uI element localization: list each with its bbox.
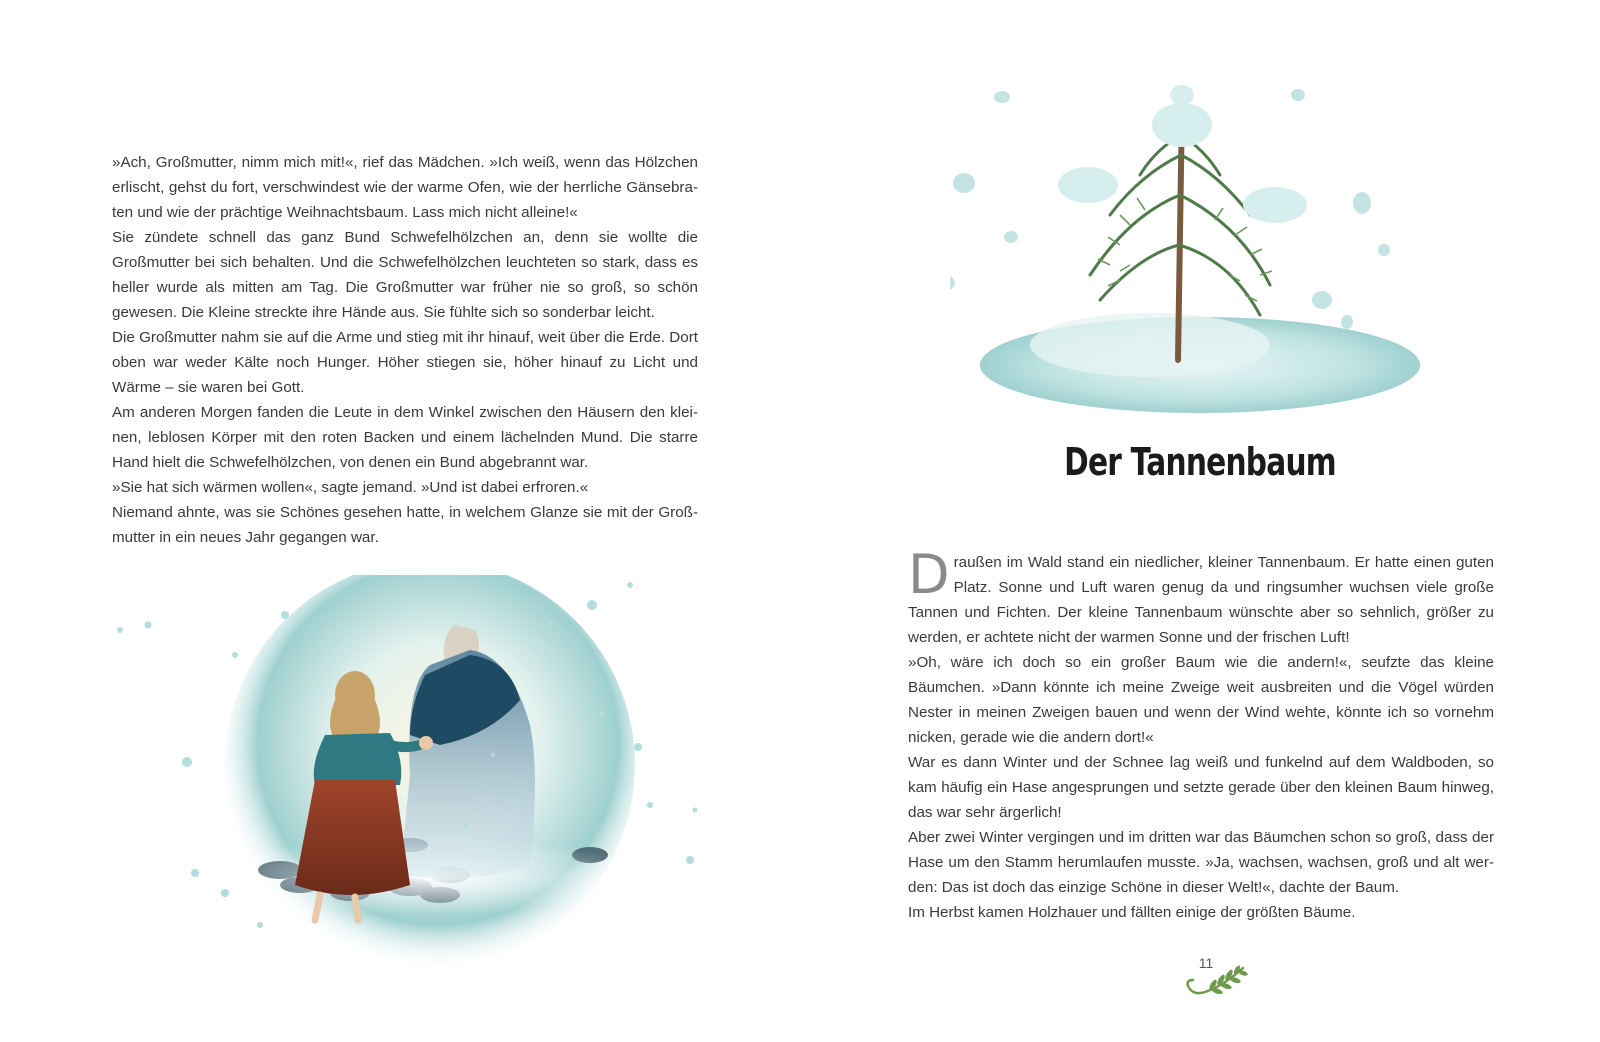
right-page: [800, 0, 1600, 1042]
grandmother-girl-illustration: [110, 575, 720, 985]
first-paragraph: [908, 543, 1494, 650]
paragraph: Am anderen Morgen fanden die Leute in dem Winkel zwischen den Häusern den kleinen, leblosen Körper mit den roten Backen und einem lächelnden Mund. Die starre Hand hielt die Schwefelhölzchen, von denen ein Bund abgebrannt war.: [112, 404, 698, 471]
paragraph: Im Herbst kamen Holzhauer und fällten einige der größten Bäume.: [908, 904, 1356, 921]
right-page-text: [908, 543, 1494, 925]
leaf-sprig-icon: [1183, 958, 1263, 1000]
fir-tree-illustration: [950, 75, 1450, 425]
paragraph: Sie zündete schnell das ganz Bund Schwefelhölzchen an, denn sie wollte die Großmutter bei sich behalten. Und die Schwefelhölzchen leuchteten so stark, dass es heller wurde als mitten am Tag. Die Großmutter war früher nie so groß, so schön gewesen. Die Kleine streckte ihre Hände aus. Sie fühlte sich so sonderbar leicht.: [112, 229, 698, 321]
first-paragraph-text: raußen im Wald stand ein niedlicher, kleiner Tannenbaum. Er hatte einen guten Platz. Sonne und Luft waren genug da und ringsumher wuchsen viele große Tannen und Fichten. Der kleine Tannenbaum wünschte aber so sehnlich, größer zu werden, er achtete nicht der warmen Sonne und der frischen Luft!: [908, 554, 1494, 646]
left-page-text: [112, 150, 698, 550]
chapter-title: Der Tannenbaum: [1064, 440, 1336, 484]
paragraph: »Sie hat sich wärmen wollen«, sagte jemand. »Und ist dabei erfroren.«: [112, 479, 589, 496]
paragraph: Niemand ahnte, was sie Schönes gesehen hatte, in welchem Glanze sie mit der Großmutter in ein neues Jahr gegangen war.: [112, 504, 698, 546]
paragraph: »Ach, Großmutter, nimm mich mit!«, rief das Mädchen. »Ich weiß, wenn das Hölzchen erlischt, gehst du fort, verschwindest wie der warme Ofen, wie der herrliche Gänsebraten und wie der prächtige Weihnachtsbaum. Lass mich nicht alleine!«: [112, 154, 698, 221]
page-number: 11: [1198, 955, 1214, 971]
paragraph: War es dann Winter und der Schnee lag weiß und funkelnd auf dem Waldboden, so kam häufig ein Hase angesprungen und setzte gerade über den kleinen Baum hinweg, das war sehr ärgerlich!: [908, 754, 1494, 821]
paragraph: Die Großmutter nahm sie auf die Arme und stieg mit ihr hinauf, weit über die Erde. Dort oben war weder Kälte noch Hunger. Höher stiegen sie, höher hinauf zu Licht und Wärme – sie waren bei Gott.: [112, 329, 698, 396]
drop-cap: D: [908, 543, 950, 606]
paragraph: Aber zwei Winter vergingen und im dritten war das Bäumchen schon so groß, dass der Hase um den Stamm herumlaufen musste. »Ja, wachsen, wachsen, groß und alt werden: Das ist doch das einzige Schöne in dieser Welt!«, dachte der Baum.: [908, 829, 1494, 896]
paragraph: »Oh, wäre ich doch so ein großer Baum wie die andern!«, seufzte das kleine Bäumchen. »Dann könnte ich meine Zweige weit ausbreiten und die Vögel würden Nester in meinen Zweigen bauen und wenn der Wind wehte, könnte ich so vornehm nicken, gerade wie die andern dort!«: [908, 654, 1494, 746]
